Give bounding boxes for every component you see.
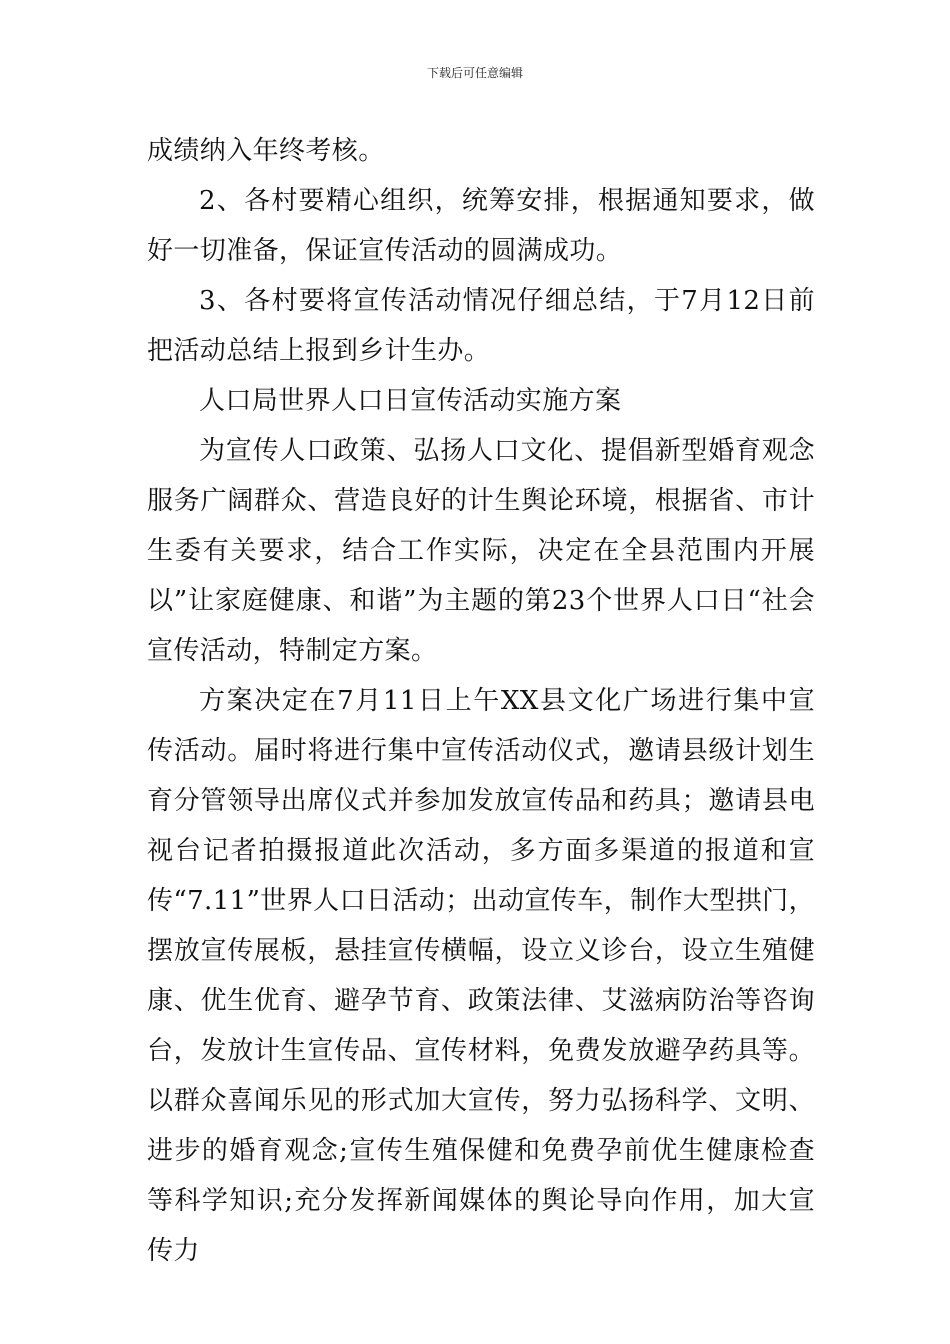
paragraph-plan: 方案决定在7月11日上午XX县文化广场进行集中宣传活动。届时将进行集中宣传活动仪式，邀请县级计划生育分管领导出席仪式并参加发放宣传品和药具；邀请县电视台记者拍摄报道此次活动，多方面多渠道的报道和宣传“7.11”世界人口日活动；出动宣传车，制作大型拱门，摆放宣传展板，悬挂宣传横幅，设立义诊台，设立生殖健康、优生优育、避孕节育、政策法律、艾滋病防治等咨询台，发放计生宣传品、宣传材料，免费发放避孕药具等。以群众喜闻乐见的形式加大宣传，努力弘扬科学、文明、进步的婚育观念;宣传生殖保健和免费孕前优生健康检查等科学知识;充分发挥新闻媒体的舆论导向作用，加大宣传力 — [147, 686, 815, 1266]
paragraph-purpose: 为宣传人口政策、弘扬人口文化、提倡新型婚育观念服务广阔群众、营造良好的计生舆论环境，根据省、市计生委有关要求，结合工作实际，决定在全县范围内开展以”让家庭健康、和谐”为主题的第23个世界人口日“社会宣传活动，特制定方案。 — [147, 436, 815, 666]
page-header-note: 下载后可任意编辑 — [426, 66, 523, 80]
section-title: 人口局世界人口日宣传活动实施方案 — [199, 386, 622, 416]
paragraph-assessment: 成绩纳入年终考核。 — [147, 136, 385, 166]
paragraph-item-3: 3、各村要将宣传活动情况仔细总结，于7月12日前把活动总结上报到乡计生办。 — [147, 286, 815, 366]
paragraph-item-2: 2、各村要精心组织，统筹安排，根据通知要求，做好一切准备，保证宣传活动的圆满成功。 — [147, 186, 815, 266]
document-body — [147, 126, 815, 1276]
